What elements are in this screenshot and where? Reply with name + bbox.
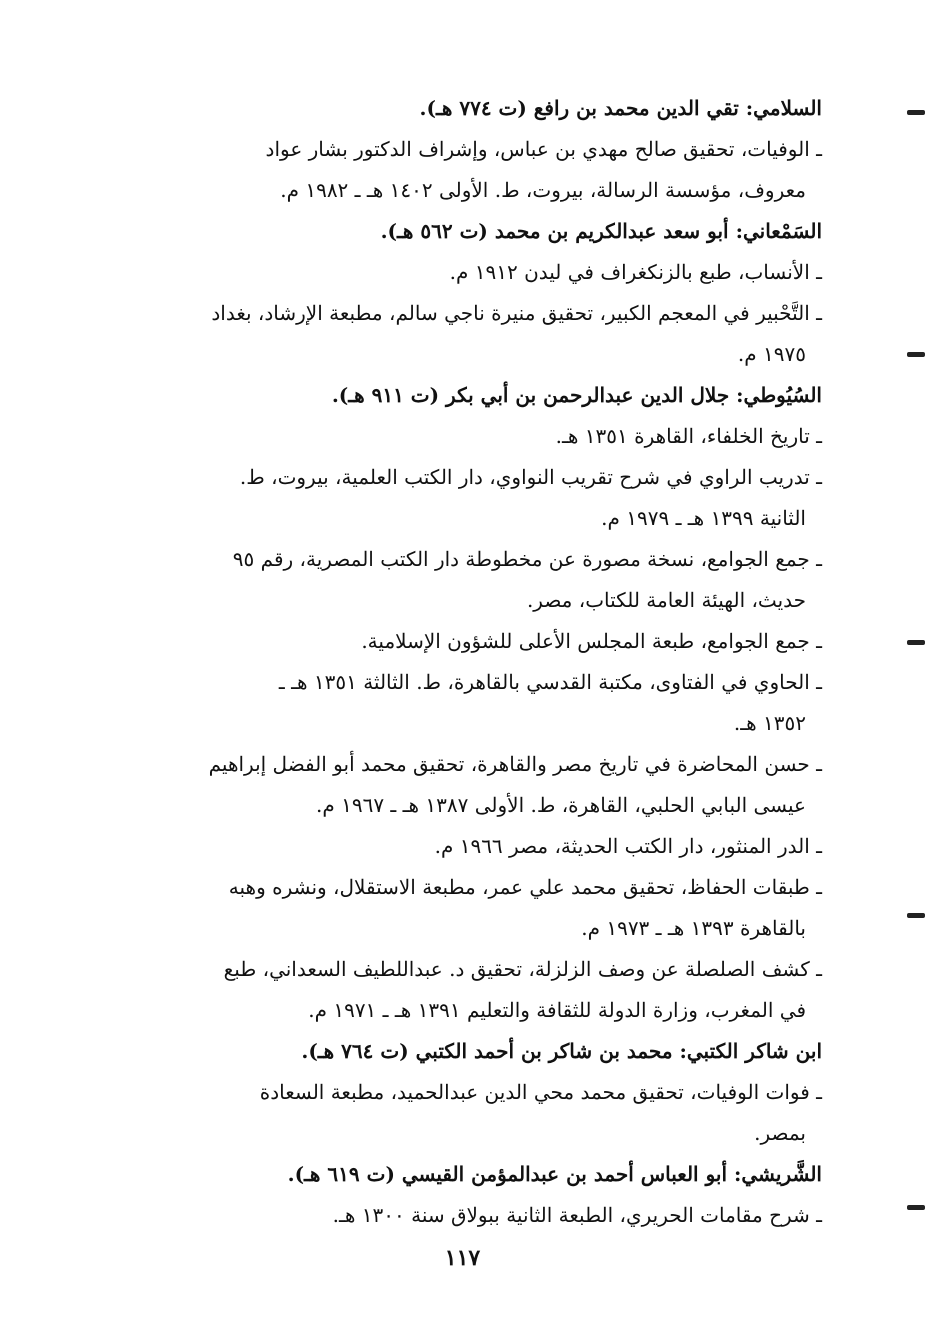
work-line: ـ الوفيات، تحقيق صالح مهدي بن عباس، وإشراف الدكتور بشار عواد — [265, 137, 822, 161]
author-name: الشَّريشي: — [734, 1162, 822, 1186]
author-name: السلامي: — [745, 96, 822, 120]
work-line: ـ فوات الوفيات، تحقيق محمد محي الدين عبدالحميد، مطبعة السعادة — [259, 1080, 822, 1104]
bibliography-entry — [110, 211, 822, 375]
bibliography-entry — [110, 88, 822, 211]
work-line: الثانية ١٣٩٩ هـ ـ ١٩٧٩ م. — [601, 506, 806, 530]
work-line: ١٩٧٥ م. — [737, 342, 806, 366]
work-line: معروف، مؤسسة الرسالة، بيروت، ط. الأولى ١٤٠٢ هـ ـ ١٩٨٢ م. — [280, 178, 806, 202]
author-details: محمد بن شاكر بن أحمد الكتبي (ت ٧٦٤ هـ). — [301, 1039, 673, 1063]
work-line: ـ جمع الجوامع، نسخة مصورة عن مخطوطة دار الكتب المصرية، رقم ٩٥ — [232, 547, 822, 571]
bibliography-entry — [110, 1154, 822, 1236]
work-line: في المغرب، وزارة الدولة للثقافة والتعليم ١٣٩١ هـ ـ ١٩٧١ م. — [308, 998, 806, 1022]
bibliography-entry — [110, 375, 822, 1031]
author-details: تقي الدين محمد بن رافع (ت ٧٧٤ هـ). — [419, 96, 739, 120]
work-line: ـ تاريخ الخلفاء، القاهرة ١٣٥١ هـ. — [555, 424, 822, 448]
work-line: بالقاهرة ١٣٩٣ هـ ـ ١٩٧٣ م. — [581, 916, 806, 940]
entry-heading — [110, 1154, 822, 1195]
entry-heading — [110, 1031, 822, 1072]
work-item — [110, 539, 822, 621]
work-item — [110, 1072, 822, 1154]
work-line: ـ كشف الصلصلة عن وصف الزلزلة، تحقيق د. عبداللطيف السعداني، طبع — [223, 957, 822, 981]
work-item — [110, 621, 822, 662]
margin-mark — [907, 1205, 925, 1210]
author-name: السُيُوطي: — [736, 383, 822, 407]
work-line: ـ جمع الجوامع، طبعة المجلس الأعلى للشؤون الإسلامية. — [361, 629, 822, 653]
margin-mark — [907, 913, 925, 918]
author-name: ابن شاكر الكتبي: — [679, 1039, 822, 1063]
bibliography-entry — [110, 1031, 822, 1154]
work-line: ـ طبقات الحفاظ، تحقيق محمد علي عمر، مطبعة الاستقلال، ونشره وهبه — [228, 875, 822, 899]
work-line: ـ التَّحْبير في المعجم الكبير، تحقيق منيرة ناجي سالم، مطبعة الإرشاد، بغداد — [211, 301, 822, 325]
author-details: أبو سعد عبدالكريم بن محمد (ت ٥٦٢ هـ). — [380, 219, 729, 243]
work-item — [110, 1195, 822, 1236]
entry-heading — [110, 375, 822, 416]
work-line: ـ تدريب الراوي في شرح تقريب النواوي، دار الكتب العلمية، بيروت، ط. — [239, 465, 822, 489]
author-name: السَمْعاني: — [735, 219, 822, 243]
work-item — [110, 293, 822, 375]
work-line: ـ الدر المنثور، دار الكتب الحديثة، مصر ١٩٦٦ م. — [434, 834, 822, 858]
work-line: بمصر. — [754, 1121, 806, 1145]
work-item — [110, 457, 822, 539]
work-item — [110, 867, 822, 949]
work-item — [110, 416, 822, 457]
entry-heading — [110, 88, 822, 129]
author-details: جلال الدين عبدالرحمن بن أبي بكر (ت ٩١١ هـ). — [331, 383, 730, 407]
work-line: ـ شرح مقامات الحريري، الطبعة الثانية ببولاق سنة ١٣٠٠ هـ. — [332, 1203, 822, 1227]
work-line: ـ حسن المحاضرة في تاريخ مصر والقاهرة، تحقيق محمد أبو الفضل إبراهيم — [208, 752, 822, 776]
margin-mark — [907, 110, 925, 115]
work-line: ـ الأنساب، طبع بالزنكغراف في ليدن ١٩١٢ م. — [449, 260, 822, 284]
bibliography-page — [110, 88, 822, 1236]
work-item — [110, 826, 822, 867]
page-number: ١١٧ — [444, 1245, 481, 1271]
work-line: ١٣٥٢ هـ. — [733, 711, 806, 735]
work-line: حديث، الهيئة العامة للكتاب، مصر. — [526, 588, 806, 612]
author-details: أبو العباس أحمد بن عبدالمؤمن القيسي (ت ٦١٩ هـ). — [287, 1162, 728, 1186]
work-item — [110, 129, 822, 211]
work-item — [110, 252, 822, 293]
work-line: عيسى البابي الحلبي، القاهرة، ط. الأولى ١٣٨٧ هـ ـ ١٩٦٧ م. — [316, 793, 806, 817]
entry-heading — [110, 211, 822, 252]
margin-mark — [907, 352, 925, 357]
work-item — [110, 949, 822, 1031]
work-item — [110, 744, 822, 826]
margin-mark — [907, 640, 925, 645]
work-item — [110, 662, 822, 744]
work-line: ـ الحاوي في الفتاوى، مكتبة القدسي بالقاهرة، ط. الثالثة ١٣٥١ هـ ـ — [278, 670, 822, 694]
